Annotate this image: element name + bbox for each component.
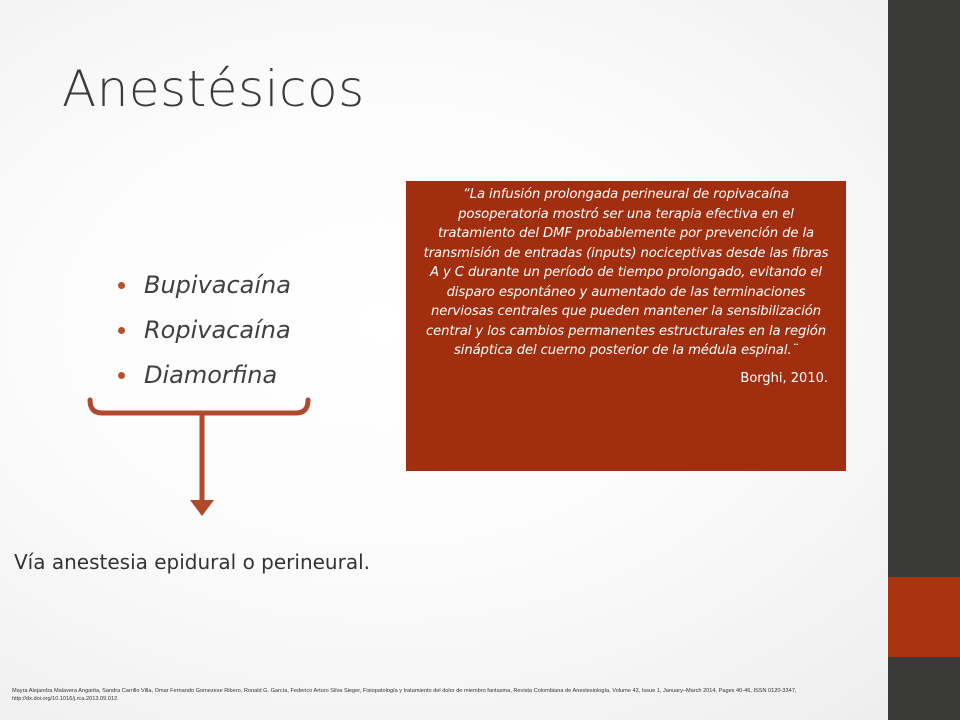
bullet-label: Ropivacaína [144, 316, 291, 344]
bullet-item-bupivacaina [118, 266, 291, 311]
bullet-label: Bupivacaína [144, 271, 291, 299]
quote-author: Borghi, 2010. [740, 370, 828, 386]
bracket-arrow-icon [84, 396, 324, 520]
quote-text: “La infusión prolongada perineural de ropivacaína posoperatoria mostró ser una terapia efectiva en el tratamiento del DMF probablemente por prevención de la transmisión de entradas (inputs) nociceptivas desde las fibras A y C durante un período de tiempo prolongado, evitando el disparo espontáneo y aumentado de las terminaciones nerviosas centrales que pueden mantener la sensibilización central y los cambios permanentes estructurales en la región sináptica del cuerno posterior de la médula espinal.¨ [423, 187, 829, 358]
bullet-dot-icon [118, 372, 125, 379]
bullet-list [118, 266, 291, 401]
side-accent-block [888, 577, 960, 657]
bullet-item-diamorfina [118, 356, 291, 401]
bullet-dot-icon [118, 327, 125, 334]
reference-citation: Mayra Alejandra Malavera Angarita, Sandra Carrillo Villa, Omar Fernando Gomezese Ribero, Ronald G. García, Federico Arturo Silva Sieger, Fisiopatología y tratamiento del dolor de miembro fantasma, Revista Colombiana de Anestesiología, Volume 42, Issue 1, January–March 2014, Pages 40-46, ISSN 0120-3347, http://dx.doi.org/10.1016/j.rca.2013.09.012. [12, 688, 797, 702]
bullet-label: Diamorfina [144, 361, 278, 389]
slide-title: Anestésicos [62, 60, 365, 118]
bullet-item-ropivacaina [118, 311, 291, 356]
route-text: Vía anestesia epidural o perineural. [14, 550, 370, 574]
quote-box [406, 181, 846, 471]
bullet-dot-icon [118, 282, 125, 289]
